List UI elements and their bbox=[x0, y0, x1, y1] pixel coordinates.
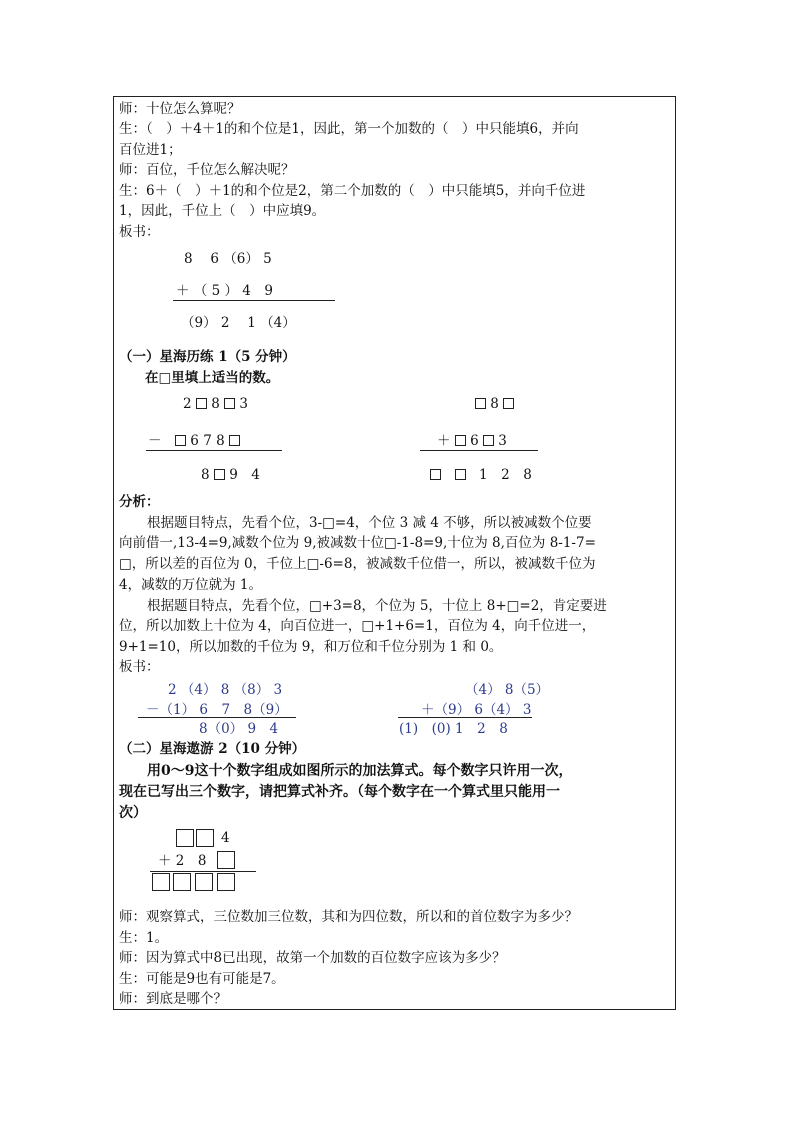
dialogue-line: 师：到底是哪个？ bbox=[119, 991, 227, 1007]
board-label: 板书： bbox=[119, 224, 160, 240]
problem1-row1: 2 8 3 bbox=[183, 396, 248, 412]
blank-box bbox=[455, 469, 466, 480]
dialogue-line: 师：因为算式中8已出现，故第一个加数的百位数字应该为多少？ bbox=[119, 950, 506, 966]
board2-left-row1: 2 （4） 8 （8） 3 bbox=[168, 682, 283, 698]
dialogue-line: 百位进1； bbox=[119, 142, 182, 158]
blank-box bbox=[483, 435, 494, 446]
blank-box bbox=[430, 469, 441, 480]
analysis-line: 9+1=10，所以加数的千位为 9，和万位和千位分别为 1 和 0。 bbox=[119, 639, 503, 655]
dialogue-line: 师：观察算式，三位数加三位数，其和为四位数，所以和的首位数字为多少？ bbox=[119, 909, 578, 925]
dialogue-line: 生：可能是9也有可能是7。 bbox=[119, 971, 285, 987]
dialogue-line: 师：百位，千位怎么解决呢？ bbox=[119, 162, 295, 178]
dialogue-line: 生：（ ）＋4＋1的和个位是1，因此，第一个加数的（ ）中只能填6，并向 bbox=[119, 121, 579, 137]
dialogue-line: 生：6＋（ ）＋1的和个位是2，第二个加数的（ ）中只能填5，并向千位进 bbox=[119, 183, 586, 199]
analysis-line: 根据题目特点，先看个位，3-□=4，个位 3 减 4 不够，所以被减数个位要 bbox=[147, 515, 592, 531]
board2-left-row3: 8（0） 9 4 bbox=[199, 721, 279, 737]
dialogue-line: 生：1。 bbox=[119, 930, 169, 946]
problem1-line bbox=[146, 450, 282, 451]
board2-right-row2: ＋（9） 6（4） 3 bbox=[421, 702, 532, 718]
analysis-line: 根据题目特点，先看个位，□+3=8，个位为 5，十位上 8+□=2，肯定要进 bbox=[147, 598, 607, 614]
blank-box bbox=[229, 435, 240, 446]
board1-row2: ＋ （ 5 ） 4 9 bbox=[176, 283, 273, 299]
blank-box bbox=[214, 469, 225, 480]
board2-right-line bbox=[398, 717, 532, 718]
blank-box bbox=[455, 435, 466, 446]
problem1-row2: － 6 7 8 bbox=[148, 433, 240, 449]
analysis-line: 位，所以加数上十位为 4，向百位进一，□+1+6=1，百位为 4，向千位进一， bbox=[119, 618, 596, 634]
blank-box bbox=[196, 398, 207, 409]
board1-row1: 8 6 （6） 5 bbox=[184, 251, 272, 267]
board1-sum-line bbox=[173, 300, 335, 301]
puzzle-box bbox=[196, 829, 214, 847]
blank-box bbox=[475, 398, 486, 409]
problem2-row2: ＋ 6 3 bbox=[437, 433, 507, 449]
puzzle-digit: 4 bbox=[221, 830, 230, 846]
puzzle-row2: ＋ 2 8 bbox=[158, 853, 207, 869]
puzzle-box bbox=[176, 829, 194, 847]
problem2-line bbox=[420, 450, 538, 451]
blank-box bbox=[503, 398, 514, 409]
section2-text: 次） bbox=[119, 805, 147, 821]
puzzle-box bbox=[217, 873, 235, 891]
board-label: 板书： bbox=[119, 659, 160, 675]
puzzle-box bbox=[173, 873, 191, 891]
board2-left-line bbox=[138, 717, 296, 718]
section1-instruction: 在□里填上适当的数。 bbox=[145, 370, 280, 386]
board2-right-row1: （4） 8（5） bbox=[465, 682, 550, 698]
problem1-row3: 8 9 4 bbox=[201, 467, 260, 483]
blank-box bbox=[224, 398, 235, 409]
puzzle-box bbox=[152, 873, 170, 891]
problem2-row1: 8 bbox=[475, 396, 514, 412]
analysis-line: 4，减数的万位就为 1。 bbox=[119, 577, 262, 593]
board2-right-row3: (1) (0) 1 2 8 bbox=[399, 721, 508, 737]
problem2-row3: 1 2 8 bbox=[430, 467, 532, 483]
blank-box bbox=[175, 435, 186, 446]
analysis-line: 向前借一,13-4=9,减数个位为 9,被减数十位□-1-8=9,十位为 8,百位为 8-1-7= bbox=[119, 535, 596, 551]
board1-row3: （9） 2 1 （4） bbox=[181, 315, 296, 331]
puzzle-box bbox=[217, 851, 235, 869]
dialogue-line: 师：十位怎么算呢？ bbox=[119, 101, 241, 117]
dialogue-line: 1，因此，千位上（ ）中应填9。 bbox=[119, 203, 326, 219]
board2-left-row2: －（1） 6 7 8（9） bbox=[146, 702, 288, 718]
analysis-line: □，所以差的百位为 0，千位上□-6=8，被减数千位借一，所以，被减数千位为 bbox=[119, 556, 596, 572]
analysis-label: 分析： bbox=[119, 494, 160, 510]
section2-text: 用0～9这十个数字组成如图所示的加法算式。每个数字只许用一次， bbox=[147, 763, 573, 779]
puzzle-line bbox=[150, 871, 256, 872]
section2-title: （二）星海遨游 2（10 分钟） bbox=[119, 741, 306, 757]
puzzle-box bbox=[195, 873, 213, 891]
section2-text: 现在已写出三个数字，请把算式补齐。（每个数字在一个算式里只能用一 bbox=[119, 784, 560, 800]
section1-title: （一）星海历练 1（5 分钟） bbox=[119, 349, 296, 365]
